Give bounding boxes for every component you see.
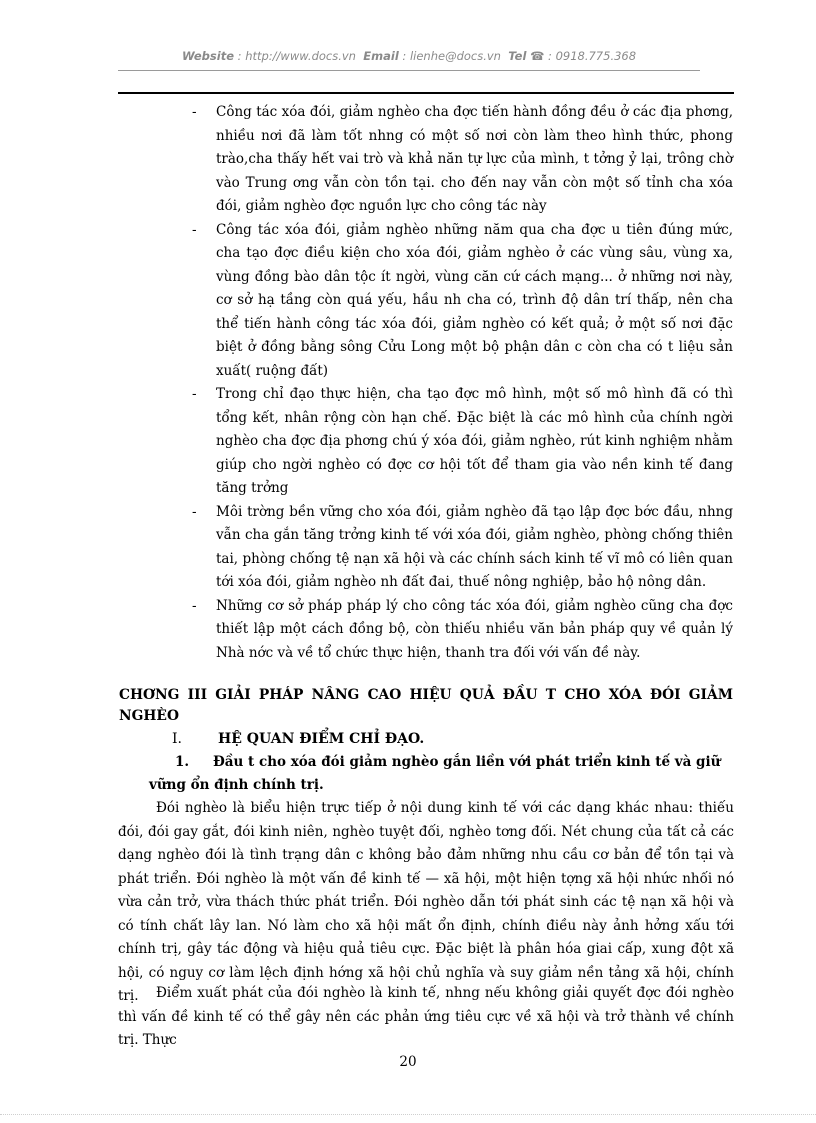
header-divider xyxy=(118,70,700,71)
list-item-text: Công tác xóa đói, giảm nghèo cha đợc tiến hành đồng đều ở các địa phơng, nhiều nơi đã làm tốt nhng có một số nơi còn làm theo hình thức, phong trào,cha thấy hết vai trò và khả năn tự lực của mình, t tởng ỷ lại, trông chờ vào Trung ơng vẫn còn tồn tại. cho đến nay vẫn còn một số tỉnh cha xóa đói, giảm nghèo đợc nguồn lực cho công tác này xyxy=(216,104,733,214)
section-number: I. xyxy=(172,731,182,747)
subsection-heading xyxy=(149,751,733,797)
list-item-text: Công tác xóa đói, giảm nghèo những năm qua cha đợc u tiên đúng mức, cha tạo đợc điều kiện cho xóa đói, giảm nghèo ở các vùng sâu, vùng xa, vùng đồng bào dân tộc ít ngời, vùng căn cứ cách mạng... ở những nơi này, cơ sở hạ tầng còn quá yếu, hầu nh cha có, trình độ dân trí thấp, nên cha thể tiến hành công tác xóa đói, giảm nghèo có kết quả; ở một số nơi đặc biệt ở đồng bằng sông Cửu Long một bộ phận dân c còn cha có t liệu sản xuất( ruộng đất) xyxy=(216,221,733,379)
page-bottom-border xyxy=(0,1114,816,1115)
subsection-title: Đầu t cho xóa đói giảm nghèo gắn liền với phát triển kinh tế và giữ vững ổn định chính trị. xyxy=(149,754,721,793)
list-item xyxy=(192,595,733,666)
bullet-marker: - xyxy=(192,104,197,120)
bullet-list xyxy=(192,101,733,665)
website-label: Website xyxy=(181,49,235,63)
bullet-marker: - xyxy=(192,597,197,614)
list-item xyxy=(192,501,733,595)
list-item-text: Môi trờng bền vững cho xóa đói, giảm nghèo đã tạo lập đợc bớc đầu, nhng vẫn cha gắn tăng trởng kinh tế với xóa đói, giảm nghèo, phòng chống thiên tai, phòng chống tệ nạn xã hội và các chính sách kinh tế vĩ mô có liên quan tới xóa đói, giảm nghèo nh đất đai, thuế nông nghiệp, bảo hộ nông dân. xyxy=(216,503,733,590)
subsection-number: 1. xyxy=(175,754,190,770)
list-item xyxy=(192,219,733,384)
page-header xyxy=(118,49,700,63)
chapter-heading: CHƠNG III GIẢI PHÁP NÂNG CAO HIỆU QUẢ ĐẦU T CHO XÓA ĐÓI GIẢM NGHÈO xyxy=(119,687,733,724)
list-item-text: Trong chỉ đạo thực hiện, cha tạo đợc mô hình, một số mô hình đã có thì tổng kết, nhân rộng còn hạn chế. Đặc biệt là các mô hình của chính ngời nghèo cha đợc địa phơng chú ý xóa đói, giảm nghèo, rút kinh nghiệm nhằm giúp cho ngời nghèo có đợc cơ hội tốt để tham gia vào nền kinh tế đang tăng trởng xyxy=(216,386,733,496)
body-paragraph: Điểm xuất phát của đói nghèo là kinh tế, nhng nếu không giải quyết đợc đói nghèo thì vấn đề kinh tế có thể gây nên các phản ứng tiêu cực về xã hội và trở thành về chính trị. Thực xyxy=(118,985,734,1048)
website-url: : http://www.docs.vn xyxy=(237,49,356,63)
tel-label: Tel xyxy=(508,49,527,63)
list-item xyxy=(192,101,733,219)
body-paragraph: Đói nghèo là biểu hiện trực tiếp ở nội dung kinh tế với các dạng khác nhau: thiếu đói, đói gay gắt, đói kinh niên, nghèo tuyệt đối, nghèo tơng đối. Nét chung của tất cả các dạng nghèo đói là tình trạng dân c không bảo đảm những nhu cầu cơ bản để tồn tại và phát triển. Đói nghèo là một vấn đề kinh tế — xã hội, một hiện tợng xã hội nhức nhối nó vừa cản trở, vừa thách thức phát triển. Đói nghèo dẫn tới phát sinh các tệ nạn xã hội và có tính chất lây lan. Nó làm cho xã hội mất ổn định, chính điều này ảnh hởng xấu tới chính trị, gây tác động và hiệu quả tiêu cực. Đặc biệt là phân hóa giai cấp, xung đột xã hội, có nguy cơ làm lệch định hớng xã hội chủ nghĩa và suy giảm nền tảng xã hội, chính trị. xyxy=(118,800,734,1004)
bullet-marker: - xyxy=(192,221,197,238)
section-heading xyxy=(172,731,424,747)
page-number: 20 xyxy=(399,1054,417,1070)
tel-number: ☎ : 0918.775.368 xyxy=(530,49,637,63)
list-item-text: Những cơ sở pháp pháp lý cho công tác xóa đói, giảm nghèo cũng cha đợc thiết lập một cách đồng bộ, còn thiếu nhiều văn bản pháp quy về quản lý Nhà nớc và về tổ chức thực hiện, thanh tra đối với vấn đề này. xyxy=(216,597,733,661)
section-title: HỆ QUAN ĐIỂM CHỈ ĐẠO. xyxy=(218,731,425,747)
header-rule xyxy=(118,92,734,94)
bullet-marker: - xyxy=(192,503,197,520)
email-label: Email xyxy=(363,49,399,63)
list-item xyxy=(192,383,733,501)
bullet-marker: - xyxy=(192,386,197,402)
email-address: : lienhe@docs.vn xyxy=(402,49,501,63)
